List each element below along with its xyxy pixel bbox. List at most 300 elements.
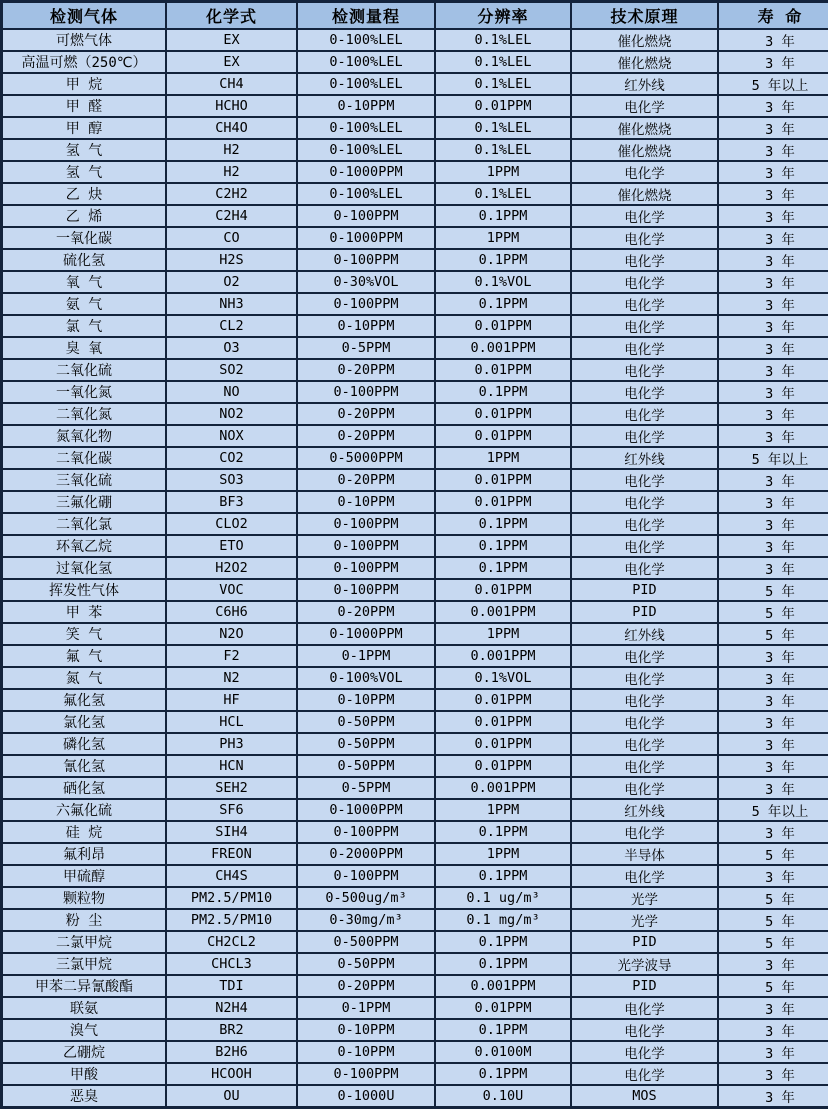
table-cell: 乙 烯: [2, 205, 167, 227]
table-cell: 电化学: [571, 1041, 718, 1063]
table-row: [2, 513, 828, 535]
table-cell: SEH2: [166, 777, 297, 799]
table-cell: 0.1PPM: [435, 865, 571, 887]
table-cell: 5 年: [718, 623, 828, 645]
table-cell: 5 年以上: [718, 799, 828, 821]
table-cell: 3 年: [718, 1041, 828, 1063]
table-cell: 硒化氢: [2, 777, 167, 799]
table-cell: 0.1%VOL: [435, 271, 571, 293]
table-row: [2, 601, 828, 623]
table-cell: 电化学: [571, 161, 718, 183]
table-cell: 一氧化碳: [2, 227, 167, 249]
table-cell: 3 年: [718, 51, 828, 73]
table-cell: 0-5000PPM: [297, 447, 435, 469]
table-cell: 电化学: [571, 645, 718, 667]
table-cell: 5 年: [718, 887, 828, 909]
table-cell: 二氧化氮: [2, 403, 167, 425]
table-cell: 0-100%LEL: [297, 29, 435, 51]
table-cell: 3 年: [718, 689, 828, 711]
table-cell: H2O2: [166, 557, 297, 579]
table-cell: 电化学: [571, 997, 718, 1019]
table-cell: 0.001PPM: [435, 601, 571, 623]
table-cell: 电化学: [571, 1019, 718, 1041]
table-cell: 联氨: [2, 997, 167, 1019]
table-cell: 0-10PPM: [297, 95, 435, 117]
table-row: [2, 73, 828, 95]
table-cell: 0-50PPM: [297, 733, 435, 755]
table-cell: 红外线: [571, 799, 718, 821]
column-header-1: 检测气体: [2, 2, 167, 30]
table-cell: PM2.5/PM10: [166, 909, 297, 931]
table-cell: 氢 气: [2, 139, 167, 161]
table-cell: 甲硫醇: [2, 865, 167, 887]
table-cell: 0.10U: [435, 1085, 571, 1108]
table-row: [2, 447, 828, 469]
table-cell: 0.1%LEL: [435, 117, 571, 139]
table-cell: SF6: [166, 799, 297, 821]
column-header-5: 技术原理: [571, 2, 718, 30]
table-cell: C2H2: [166, 183, 297, 205]
table-cell: 0-100%VOL: [297, 667, 435, 689]
table-cell: 0.1PPM: [435, 535, 571, 557]
table-row: [2, 821, 828, 843]
table-row: [2, 491, 828, 513]
table-cell: 3 年: [718, 491, 828, 513]
table-cell: ETO: [166, 535, 297, 557]
table-cell: 3 年: [718, 293, 828, 315]
table-cell: 电化学: [571, 293, 718, 315]
table-row: [2, 557, 828, 579]
table-cell: 催化燃烧: [571, 183, 718, 205]
table-row: [2, 865, 828, 887]
table-cell: HCL: [166, 711, 297, 733]
table-cell: 电化学: [571, 667, 718, 689]
table-cell: 3 年: [718, 161, 828, 183]
table-cell: 光学: [571, 909, 718, 931]
table-row: [2, 931, 828, 953]
table-cell: 0-50PPM: [297, 755, 435, 777]
table-cell: 磷化氢: [2, 733, 167, 755]
table-cell: CH4O: [166, 117, 297, 139]
table-cell: 红外线: [571, 73, 718, 95]
table-cell: 0.1%LEL: [435, 29, 571, 51]
table-cell: 3 年: [718, 29, 828, 51]
table-cell: 电化学: [571, 557, 718, 579]
table-cell: 三氧化硫: [2, 469, 167, 491]
table-cell: 1PPM: [435, 799, 571, 821]
table-cell: 0.1PPM: [435, 1019, 571, 1041]
table-cell: 0-100%LEL: [297, 73, 435, 95]
table-cell: PID: [571, 579, 718, 601]
table-cell: 0.1PPM: [435, 953, 571, 975]
table-cell: CH2CL2: [166, 931, 297, 953]
table-cell: 氨 气: [2, 293, 167, 315]
table-cell: 环氧乙烷: [2, 535, 167, 557]
table-row: [2, 909, 828, 931]
table-cell: HF: [166, 689, 297, 711]
table-cell: 0-1000PPM: [297, 799, 435, 821]
table-cell: 3 年: [718, 777, 828, 799]
table-cell: 氰化氢: [2, 755, 167, 777]
table-cell: 3 年: [718, 1063, 828, 1085]
table-header: [2, 2, 828, 30]
table-cell: N2H4: [166, 997, 297, 1019]
table-cell: 甲 烷: [2, 73, 167, 95]
table-cell: 3 年: [718, 95, 828, 117]
table-cell: 0-5PPM: [297, 337, 435, 359]
table-cell: 甲 醛: [2, 95, 167, 117]
table-cell: 红外线: [571, 623, 718, 645]
table-cell: 高温可燃（250℃）: [2, 51, 167, 73]
table-cell: 0.1%LEL: [435, 183, 571, 205]
table-cell: 0-1000PPM: [297, 227, 435, 249]
table-cell: 0-20PPM: [297, 403, 435, 425]
table-cell: 0-1PPM: [297, 645, 435, 667]
table-body: [2, 29, 828, 1108]
table-cell: 0.1 ug/m³: [435, 887, 571, 909]
table-cell: 0-10PPM: [297, 491, 435, 513]
table-row: [2, 667, 828, 689]
table-cell: 3 年: [718, 953, 828, 975]
table-cell: 0.1%LEL: [435, 51, 571, 73]
table-cell: 5 年: [718, 601, 828, 623]
table-cell: 3 年: [718, 997, 828, 1019]
table-row: [2, 315, 828, 337]
table-cell: PH3: [166, 733, 297, 755]
table-cell: O2: [166, 271, 297, 293]
table-cell: CO2: [166, 447, 297, 469]
table-cell: 臭 氧: [2, 337, 167, 359]
table-row: [2, 183, 828, 205]
table-cell: 0-20PPM: [297, 359, 435, 381]
table-cell: 0-50PPM: [297, 711, 435, 733]
table-row: [2, 711, 828, 733]
table-cell: H2S: [166, 249, 297, 271]
table-cell: 电化学: [571, 865, 718, 887]
table-row: [2, 359, 828, 381]
table-cell: 3 年: [718, 557, 828, 579]
table-cell: 红外线: [571, 447, 718, 469]
table-cell: 3 年: [718, 711, 828, 733]
table-cell: SO3: [166, 469, 297, 491]
table-cell: CH4S: [166, 865, 297, 887]
table-row: [2, 1063, 828, 1085]
table-cell: 0-10PPM: [297, 689, 435, 711]
table-cell: 5 年: [718, 975, 828, 997]
table-cell: 5 年以上: [718, 447, 828, 469]
table-row: [2, 249, 828, 271]
table-cell: SO2: [166, 359, 297, 381]
table-cell: 0-1PPM: [297, 997, 435, 1019]
table-cell: 3 年: [718, 183, 828, 205]
table-cell: 电化学: [571, 359, 718, 381]
table-cell: 3 年: [718, 315, 828, 337]
table-cell: 1PPM: [435, 227, 571, 249]
table-cell: 电化学: [571, 821, 718, 843]
table-cell: 过氧化氢: [2, 557, 167, 579]
table-cell: 0.1PPM: [435, 293, 571, 315]
table-cell: 0-100PPM: [297, 865, 435, 887]
table-cell: 0-5PPM: [297, 777, 435, 799]
table-cell: 电化学: [571, 381, 718, 403]
table-row: [2, 205, 828, 227]
table-cell: 0.01PPM: [435, 95, 571, 117]
table-row: [2, 997, 828, 1019]
table-cell: 电化学: [571, 403, 718, 425]
table-cell: 5 年: [718, 931, 828, 953]
table-cell: 半导体: [571, 843, 718, 865]
table-row: [2, 95, 828, 117]
table-cell: PID: [571, 601, 718, 623]
table-cell: 3 年: [718, 271, 828, 293]
table-row: [2, 117, 828, 139]
table-row: [2, 227, 828, 249]
table-cell: 0-1000PPM: [297, 623, 435, 645]
table-cell: 0.1PPM: [435, 821, 571, 843]
table-cell: 氮氧化物: [2, 425, 167, 447]
table-cell: 0-100PPM: [297, 381, 435, 403]
table-cell: NO2: [166, 403, 297, 425]
table-cell: 0-2000PPM: [297, 843, 435, 865]
table-cell: 0.01PPM: [435, 733, 571, 755]
table-cell: 电化学: [571, 513, 718, 535]
table-cell: 0.001PPM: [435, 777, 571, 799]
table-cell: 电化学: [571, 733, 718, 755]
table-cell: 电化学: [571, 315, 718, 337]
table-cell: 0-100%LEL: [297, 183, 435, 205]
table-cell: 电化学: [571, 755, 718, 777]
table-cell: 电化学: [571, 95, 718, 117]
table-cell: 3 年: [718, 1085, 828, 1108]
table-cell: 0-100%LEL: [297, 117, 435, 139]
table-cell: NOX: [166, 425, 297, 447]
table-cell: 0.01PPM: [435, 689, 571, 711]
table-cell: 电化学: [571, 271, 718, 293]
table-cell: H2: [166, 139, 297, 161]
table-cell: NH3: [166, 293, 297, 315]
table-cell: 0-30mg/m³: [297, 909, 435, 931]
table-cell: O3: [166, 337, 297, 359]
table-cell: H2: [166, 161, 297, 183]
table-cell: 0-1000PPM: [297, 161, 435, 183]
table-cell: 0-10PPM: [297, 1041, 435, 1063]
table-cell: 乙 炔: [2, 183, 167, 205]
table-row: [2, 293, 828, 315]
table-cell: 0-1000U: [297, 1085, 435, 1108]
table-cell: 催化燃烧: [571, 117, 718, 139]
table-cell: 0-100PPM: [297, 249, 435, 271]
table-row: [2, 777, 828, 799]
table-cell: 三氯甲烷: [2, 953, 167, 975]
table-cell: 恶臭: [2, 1085, 167, 1108]
table-cell: 3 年: [718, 425, 828, 447]
table-cell: 0.1PPM: [435, 557, 571, 579]
table-cell: 甲苯二异氰酸酯: [2, 975, 167, 997]
table-cell: 0.01PPM: [435, 469, 571, 491]
table-cell: 0-50PPM: [297, 953, 435, 975]
table-cell: CO: [166, 227, 297, 249]
table-cell: 3 年: [718, 645, 828, 667]
table-cell: 0-10PPM: [297, 1019, 435, 1041]
table-cell: N2: [166, 667, 297, 689]
table-row: [2, 1085, 828, 1108]
table-cell: 甲 苯: [2, 601, 167, 623]
table-cell: 电化学: [571, 711, 718, 733]
table-cell: 0-20PPM: [297, 425, 435, 447]
table-row: [2, 139, 828, 161]
table-cell: 二氯甲烷: [2, 931, 167, 953]
table-cell: 3 年: [718, 359, 828, 381]
column-header-3: 检测量程: [297, 2, 435, 30]
table-cell: 3 年: [718, 667, 828, 689]
table-cell: CLO2: [166, 513, 297, 535]
table-cell: 1PPM: [435, 161, 571, 183]
table-cell: 0-100PPM: [297, 535, 435, 557]
table-cell: 催化燃烧: [571, 51, 718, 73]
table-cell: 催化燃烧: [571, 139, 718, 161]
table-cell: SIH4: [166, 821, 297, 843]
table-row: [2, 403, 828, 425]
table-cell: NO: [166, 381, 297, 403]
table-cell: 3 年: [718, 1019, 828, 1041]
table-cell: 3 年: [718, 205, 828, 227]
table-cell: 0.01PPM: [435, 315, 571, 337]
table-row: [2, 51, 828, 73]
table-cell: 光学: [571, 887, 718, 909]
table-cell: 乙硼烷: [2, 1041, 167, 1063]
table-cell: 0.001PPM: [435, 337, 571, 359]
table-cell: MOS: [571, 1085, 718, 1108]
table-cell: 0.01PPM: [435, 491, 571, 513]
table-cell: 1PPM: [435, 623, 571, 645]
table-cell: 3 年: [718, 821, 828, 843]
column-header-4: 分辨率: [435, 2, 571, 30]
table-cell: 笑 气: [2, 623, 167, 645]
table-cell: 0-500ug/m³: [297, 887, 435, 909]
table-row: [2, 271, 828, 293]
table-cell: 一氧化氮: [2, 381, 167, 403]
table-cell: 电化学: [571, 337, 718, 359]
table-cell: 5 年: [718, 909, 828, 931]
table-cell: HCHO: [166, 95, 297, 117]
table-cell: 5 年: [718, 843, 828, 865]
table-cell: 0-20PPM: [297, 601, 435, 623]
table-row: [2, 975, 828, 997]
table-row: [2, 733, 828, 755]
table-cell: 0.1%LEL: [435, 73, 571, 95]
table-cell: CH4: [166, 73, 297, 95]
table-cell: 电化学: [571, 491, 718, 513]
table-row: [2, 953, 828, 975]
table-cell: 0.001PPM: [435, 645, 571, 667]
table-cell: 3 年: [718, 733, 828, 755]
table-cell: 0-100%LEL: [297, 139, 435, 161]
table-cell: 电化学: [571, 689, 718, 711]
table-cell: 0-100PPM: [297, 557, 435, 579]
table-cell: 粉 尘: [2, 909, 167, 931]
table-cell: 氟化氢: [2, 689, 167, 711]
table-row: [2, 645, 828, 667]
table-cell: 0.01PPM: [435, 359, 571, 381]
table-row: [2, 579, 828, 601]
table-cell: F2: [166, 645, 297, 667]
table-cell: 0.01PPM: [435, 403, 571, 425]
table-cell: 催化燃烧: [571, 29, 718, 51]
table-cell: 电化学: [571, 227, 718, 249]
table-cell: 甲酸: [2, 1063, 167, 1085]
table-cell: 颗粒物: [2, 887, 167, 909]
table-cell: 3 年: [718, 469, 828, 491]
table-row: [2, 1019, 828, 1041]
table-cell: 电化学: [571, 249, 718, 271]
table-cell: VOC: [166, 579, 297, 601]
table-cell: PM2.5/PM10: [166, 887, 297, 909]
table-cell: 0.1PPM: [435, 931, 571, 953]
table-cell: BR2: [166, 1019, 297, 1041]
table-cell: 0.1PPM: [435, 513, 571, 535]
table-cell: 溴气: [2, 1019, 167, 1041]
table-cell: 0-500PPM: [297, 931, 435, 953]
table-cell: C6H6: [166, 601, 297, 623]
table-cell: 0-10PPM: [297, 315, 435, 337]
table-cell: 三氟化硼: [2, 491, 167, 513]
header-row: [2, 2, 828, 30]
table-cell: 0.01PPM: [435, 579, 571, 601]
table-cell: 0-100PPM: [297, 513, 435, 535]
table-cell: 可燃气体: [2, 29, 167, 51]
table-cell: 3 年: [718, 865, 828, 887]
table-cell: 电化学: [571, 1063, 718, 1085]
table-cell: BF3: [166, 491, 297, 513]
table-cell: 二氧化氯: [2, 513, 167, 535]
table-cell: 六氟化硫: [2, 799, 167, 821]
table-row: [2, 535, 828, 557]
table-cell: 0-100PPM: [297, 579, 435, 601]
table-cell: 电化学: [571, 777, 718, 799]
table-cell: 0-20PPM: [297, 469, 435, 491]
table-cell: 硫化氢: [2, 249, 167, 271]
table-cell: 二氧化硫: [2, 359, 167, 381]
table-cell: 氯 气: [2, 315, 167, 337]
table-cell: 0.01PPM: [435, 997, 571, 1019]
table-cell: 0-100PPM: [297, 293, 435, 315]
table-cell: 3 年: [718, 403, 828, 425]
table-row: [2, 29, 828, 51]
table-row: [2, 381, 828, 403]
table-cell: 1PPM: [435, 843, 571, 865]
table-row: [2, 755, 828, 777]
table-cell: 0.01PPM: [435, 711, 571, 733]
table-cell: 氯化氢: [2, 711, 167, 733]
table-cell: 氟利昂: [2, 843, 167, 865]
table-cell: 3 年: [718, 337, 828, 359]
table-cell: HCOOH: [166, 1063, 297, 1085]
table-cell: 0-100PPM: [297, 1063, 435, 1085]
table-cell: 5 年: [718, 579, 828, 601]
table-cell: 氮 气: [2, 667, 167, 689]
table-cell: 二氧化碳: [2, 447, 167, 469]
table-cell: 0.1PPM: [435, 249, 571, 271]
table-cell: TDI: [166, 975, 297, 997]
table-cell: 0.1PPM: [435, 1063, 571, 1085]
table-cell: 电化学: [571, 535, 718, 557]
table-row: [2, 623, 828, 645]
table-cell: 0-100%LEL: [297, 51, 435, 73]
table-cell: 0.1 mg/m³: [435, 909, 571, 931]
table-cell: 0-30%VOL: [297, 271, 435, 293]
table-cell: FREON: [166, 843, 297, 865]
table-cell: 3 年: [718, 513, 828, 535]
